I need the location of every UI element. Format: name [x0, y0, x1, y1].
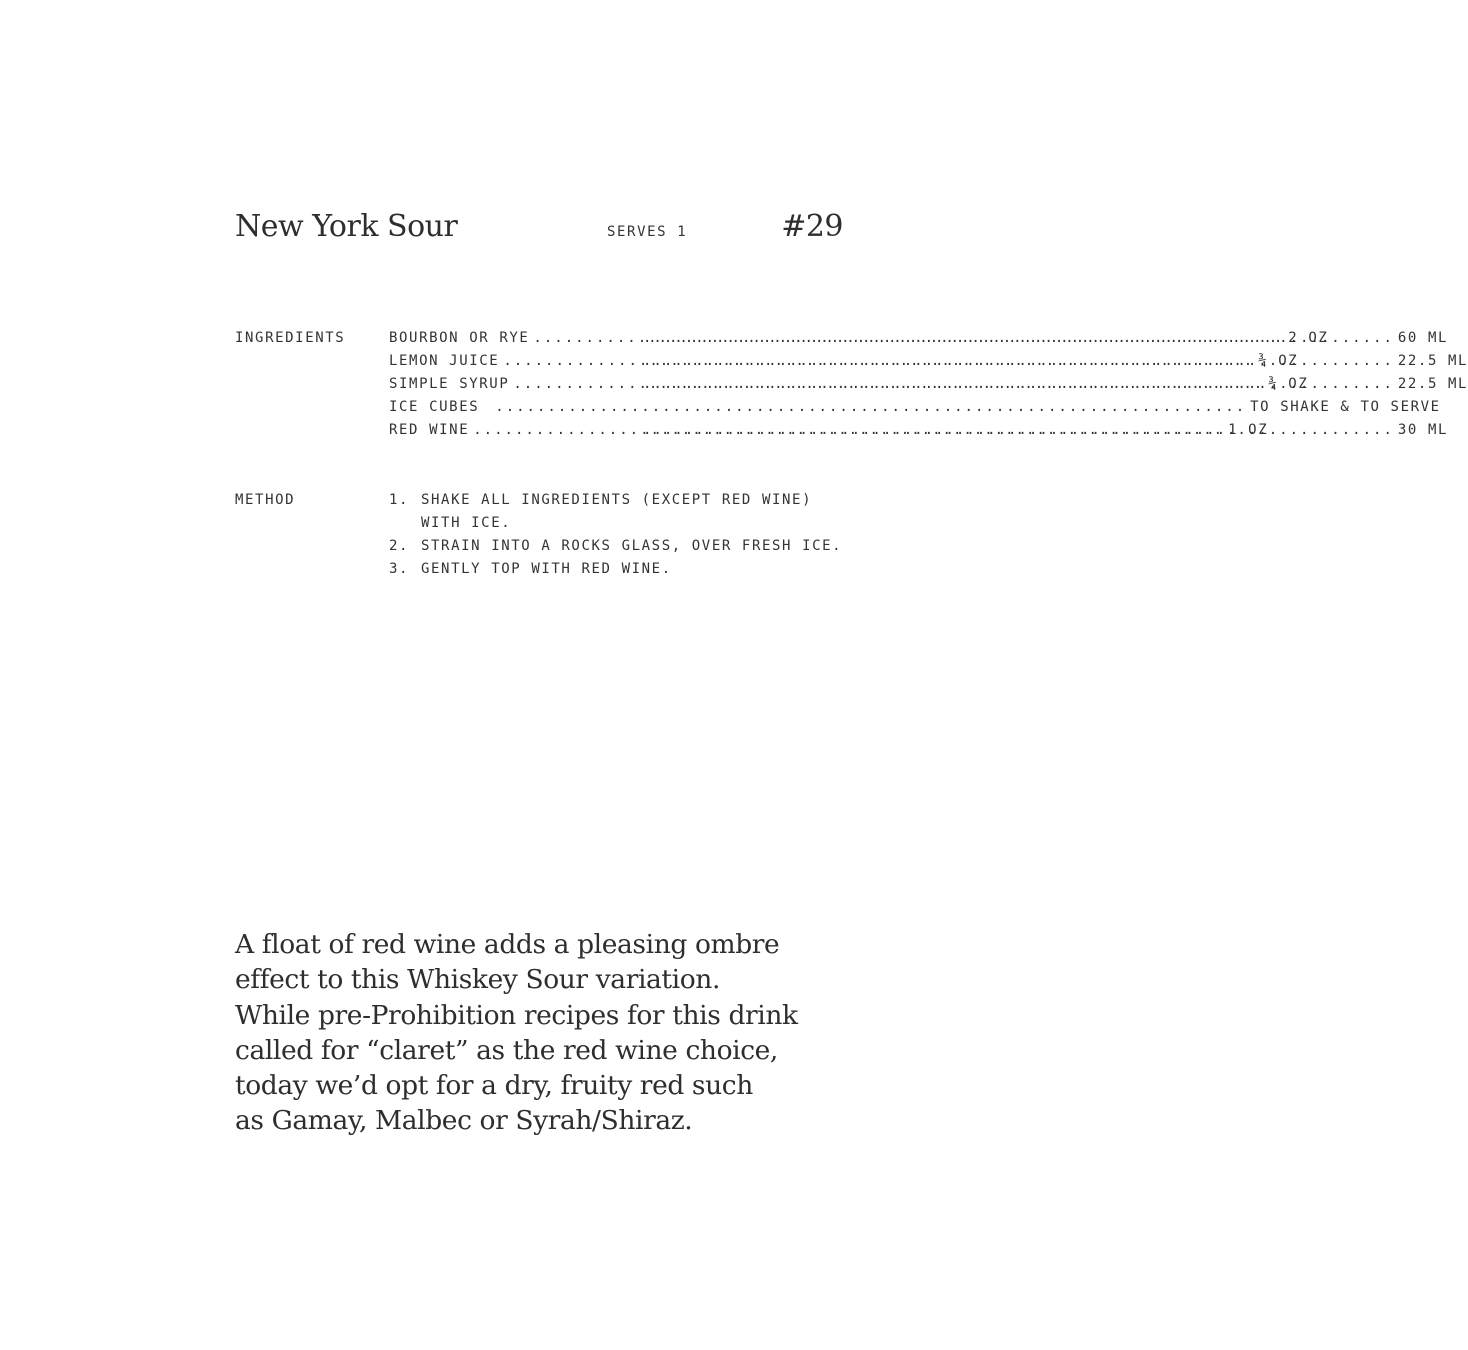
ingredient-name: BOURBON OR RYE: [389, 330, 530, 346]
ingredient-row: [389, 327, 1449, 350]
ingredient-name: RED WINE: [389, 422, 470, 438]
ingredient-name: SIMPLE SYRUP: [389, 376, 510, 392]
ingredient-ml: TO SHAKE & TO SERVE: [1250, 399, 1441, 415]
serves-label: SERVES 1: [607, 224, 688, 240]
description-line: called for “claret” as the red wine choice,: [235, 1034, 778, 1066]
step-text: STRAIN INTO A ROCKS GLASS, OVER FRESH ICE.: [421, 538, 843, 554]
recipe-description: [235, 927, 835, 1139]
ingredients-heading: INGREDIENTS: [235, 330, 346, 346]
method-step: [389, 558, 849, 581]
ingredient-ml: 22.5 ML: [1397, 353, 1468, 369]
dot-leader: [643, 419, 1394, 442]
ingredient-oz: ¾ OZ: [1268, 376, 1309, 392]
recipe-number: #29: [781, 209, 843, 244]
dot-leader: [495, 396, 1246, 419]
ingredient-ml: 60 ML: [1397, 330, 1449, 346]
ingredient-row: [389, 396, 1441, 419]
method-step: [389, 489, 849, 535]
ingredients-list: [389, 327, 1468, 442]
ingredient-row: [389, 373, 1468, 396]
method-steps: [389, 489, 849, 581]
method-step: [389, 535, 849, 558]
ingredient-oz: ¾ OZ: [1258, 353, 1299, 369]
description-line: as Gamay, Malbec or Syrah/Shiraz.: [235, 1105, 693, 1137]
ingredient-name: ICE CUBES: [389, 399, 480, 415]
description-line: today we’d opt for a dry, fruity red such: [235, 1070, 753, 1102]
step-text: SHAKE ALL INGREDIENTS (EXCEPT RED WINE) WITH ICE.: [421, 492, 813, 531]
ingredient-row: [389, 350, 1468, 373]
ingredient-ml: 30 ML: [1397, 422, 1449, 438]
ingredient-oz: 2 OZ: [1288, 330, 1329, 346]
description-line: A float of red wine adds a pleasing ombre: [235, 929, 780, 960]
dot-leader: [643, 373, 1394, 396]
dot-leader: [643, 327, 1394, 350]
description-line: effect to this Whiskey Sour variation.: [235, 964, 721, 996]
method-heading: METHOD: [235, 492, 296, 508]
ingredient-name: LEMON JUICE: [389, 353, 500, 369]
recipe-title: New York Sour: [235, 209, 458, 244]
step-number: 2.: [389, 538, 410, 554]
description-line: While pre-Prohibition recipes for this drink: [235, 999, 798, 1031]
dot-leader: [643, 350, 1394, 373]
step-number: 1.: [389, 492, 410, 508]
ingredient-oz: 1 OZ: [1228, 422, 1269, 438]
step-text: GENTLY TOP WITH RED WINE.: [421, 561, 672, 577]
ingredient-row: [389, 419, 1449, 442]
ingredient-ml: 22.5 ML: [1397, 376, 1468, 392]
step-number: 3.: [389, 561, 410, 577]
